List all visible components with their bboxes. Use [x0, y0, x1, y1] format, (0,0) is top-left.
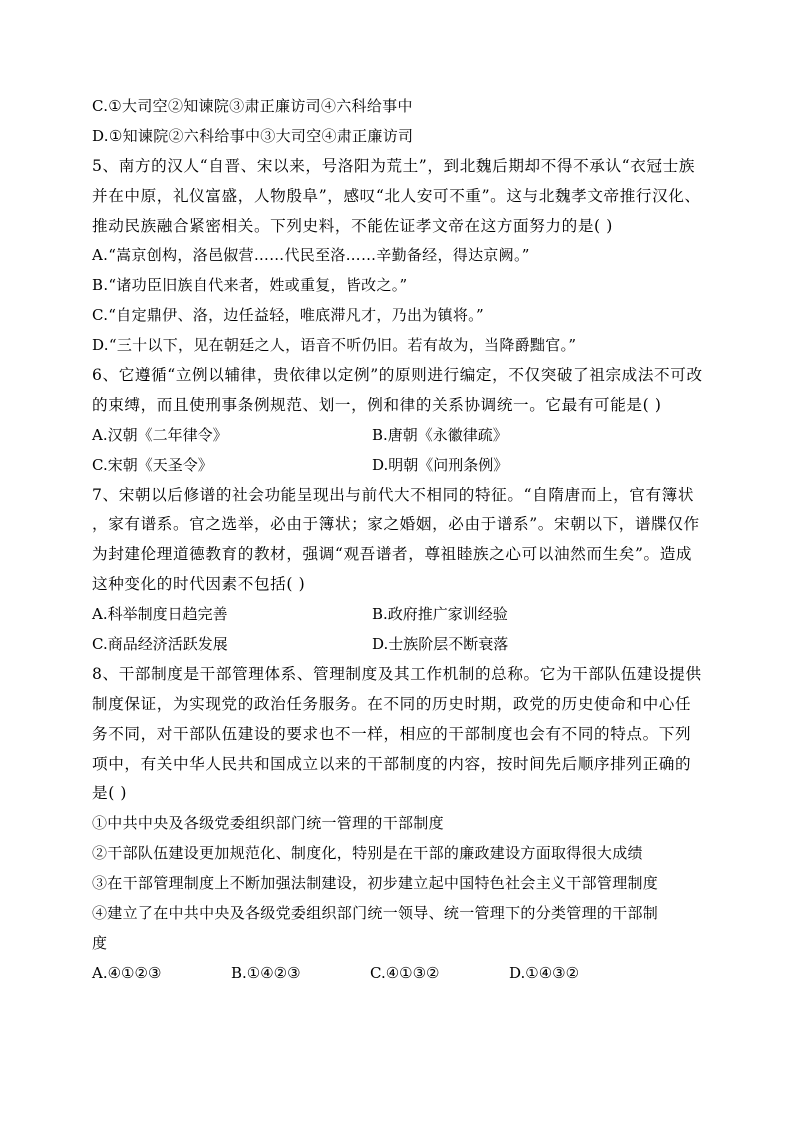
options-row: [92, 959, 712, 989]
question-stem-line: 项中，有关中华人民共和国成立以来的干部制度的内容，按时间先后顺序排列正确的: [92, 754, 692, 773]
question-8: [92, 660, 712, 989]
question-stem-line: 制度保证，为实现党的政治任务服务。在不同的历史时期，政党的历史使命和中心任: [92, 694, 692, 713]
option-d: D.①知谏院②六科给事中③大司空④肃正廉访司: [92, 126, 414, 145]
option-a: A.科举制度日趋完善: [92, 605, 228, 624]
option-c: C.“自定鼎伊、洛，边任益轻，唯底滞凡才，乃出为镇将。”: [92, 306, 484, 325]
options-row: [92, 451, 712, 481]
numbered-item: ③在干部管理制度上不断加强法制建设，初步建立起中国特色社会主义干部管理制度: [92, 874, 659, 893]
numbered-item: 度: [92, 933, 108, 952]
option-a: A.④①②③: [92, 963, 162, 982]
option-c: C.商品经济活跃发展: [92, 635, 228, 654]
question-stem-line: 8、干部制度是干部管理体系、管理制度及其工作机制的总称。它为干部队伍建设提供: [92, 664, 702, 683]
question-stem-line: 7、宋朝以后修谱的社会功能呈现出与前代大不相同的特征。“自隋唐而上，官有簿状: [92, 485, 695, 504]
options-row: [92, 421, 712, 451]
question-stem-line: 是( ): [92, 784, 128, 803]
question-stem-line: 这种变化的时代因素不包括( ): [92, 575, 306, 594]
question-6: [92, 361, 712, 481]
option-b: B.“诸功臣旧族自代来者，姓或重复，皆改之。”: [92, 276, 408, 295]
option-a: A.“嵩京创构，洛邑俶营……代民至洛……辛勤备经，得达京阙。”: [92, 246, 530, 265]
option-c: C.①大司空②知谏院③肃正廉访司④六科给事中: [92, 97, 413, 115]
question-stem-line: 推动民族融合紧密相关。下列史料，不能佐证孝文帝在这方面努力的是( ): [92, 216, 613, 235]
question-stem-line: ，家有谱系。官之选举，必由于簿状；家之婚姻，必由于谱系”。宋朝以下，谱牒仅作: [92, 515, 700, 534]
question-stem-line: 务不同，对干部队伍建设的要求也不一样，相应的干部制度也会有不同的特点。下列: [92, 724, 692, 743]
numbered-item: ②干部队伍建设更加规范化、制度化，特别是在干部的廉政建设方面取得很大成绩: [92, 844, 643, 863]
option-d: D.士族阶层不断衰落: [372, 635, 509, 654]
option-b: B.①④②③: [231, 963, 301, 982]
option-a: A.汉朝《二年律令》: [92, 425, 228, 444]
question-stem-line: 并在中原，礼仪富盛，人物殷阜”，感叹“北人安可不重”。这与北魏孝文帝推行汉化、: [92, 186, 701, 205]
document-page: [92, 92, 712, 989]
option-c: C.④①③②: [370, 963, 440, 982]
option-d: D.“三十以下，见在朝廷之人，语音不听仍旧。若有故为，当降爵黜官。”: [92, 336, 577, 355]
option-d: D.①④③②: [509, 963, 580, 982]
question-stem-line: 为封建伦理道德教育的教材，强调“观吾谱者，尊祖睦族之心可以油然而生矣”。造成: [92, 545, 693, 564]
option-b: B.唐朝《永徽律疏》: [372, 425, 508, 444]
question-4-tail: [92, 92, 712, 152]
options-row: [92, 630, 712, 660]
option-d: D.明朝《问刑条例》: [372, 455, 509, 474]
question-stem-line: 的束缚，而且使刑事条例规范、划一，例和律的关系协调统一。它最有可能是( ): [92, 395, 662, 414]
options-row: [92, 600, 712, 630]
option-b: B.政府推广家训经验: [372, 605, 508, 624]
numbered-item: ①中共中央及各级党委组织部门统一管理的干部制度: [92, 814, 444, 833]
option-c: C.宋朝《天圣令》: [92, 455, 213, 474]
question-stem-line: 5、南方的汉人“自晋、宋以来，号洛阳为荒土”，到北魏后期却不得不承认“衣冠士族: [92, 156, 696, 175]
question-7: [92, 481, 712, 660]
question-5: [92, 152, 712, 361]
numbered-item: ④建立了在中共中央及各级党委组织部门统一领导、统一管理下的分类管理的干部制: [92, 904, 659, 923]
question-stem-line: 6、它遵循“立例以辅律，贵依律以定例”的原则进行编定，不仅突破了祖宗成法不可改: [92, 366, 703, 385]
